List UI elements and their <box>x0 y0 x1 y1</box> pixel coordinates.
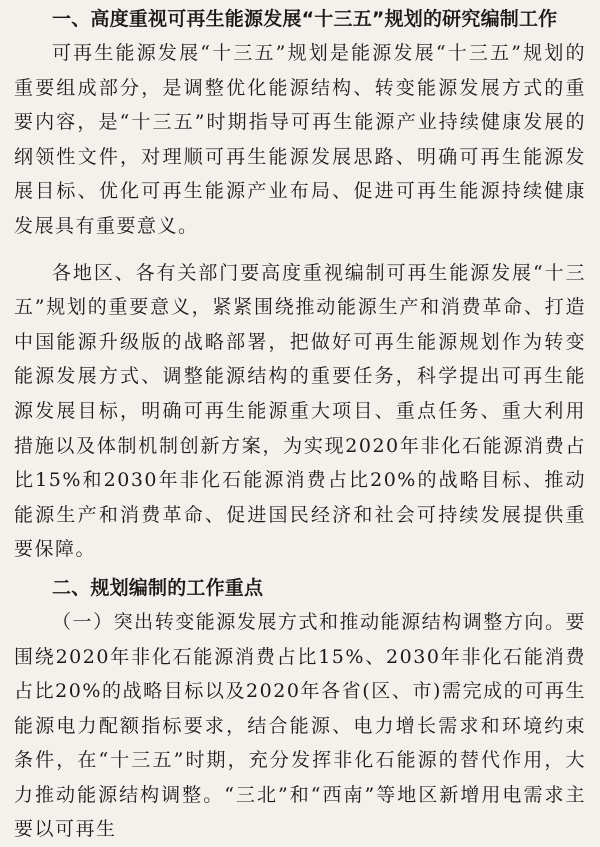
paragraph-3: （一）突出转变能源发展方式和推动能源结构调整方向。要围绕2020年非化石能源消费占比15%、2030年非化石能消费占比20%的战略目标以及2020年各省(区、市)需完成的可再生能源电力配额指标要求，结合能源、电力增长需求和环境约束条件，在“十三五”时期，充分发挥非化石能源的替代作用，大力推动能源结构调整。“三北”和“西南”等地区新增用电需求主要以可再生 <box>14 610 586 841</box>
section-heading-2: 二、规划编制的工作重点 <box>52 576 264 599</box>
paragraph-2: 各地区、各有关部门要高度重视编制可再生能源发展“十三五”规划的重要意义，紧紧围绕推动能源生产和消费革命、打造中国能源升级版的战略部署，把做好可再生能源规划作为转变能源发展方式、调整能源结构的重要任务，科学提出可再生能源发展目标，明确可再生能源重大项目、重点任务、重大利用措施以及体制机制创新方案，为实现2020年非化石能源消费占比15%和2030年非化石能源消费占比20%的战略目标、推动能源生产和消费革命、促进国民经济和社会可持续发展提供重要保障。 <box>14 261 586 561</box>
paragraph-gap <box>14 244 586 256</box>
section-heading-1: 一、高度重视可再生能源发展“十三五”规划的研究编制工作 <box>52 8 558 30</box>
paragraph-1: 可再生能源发展“十三五”规划是能源发展“十三五”规划的重要组成部分，是调整优化能源结构、转变能源发展方式的重要内容，是“十三五”时期指导可再生能源产业持续健康发展的纲领性文件，对理顺可再生能源发展思路、明确可再生能源发展目标、优化可再生能源产业布局、促进可再生能源持续健康发展具有重要意义。 <box>14 42 586 237</box>
